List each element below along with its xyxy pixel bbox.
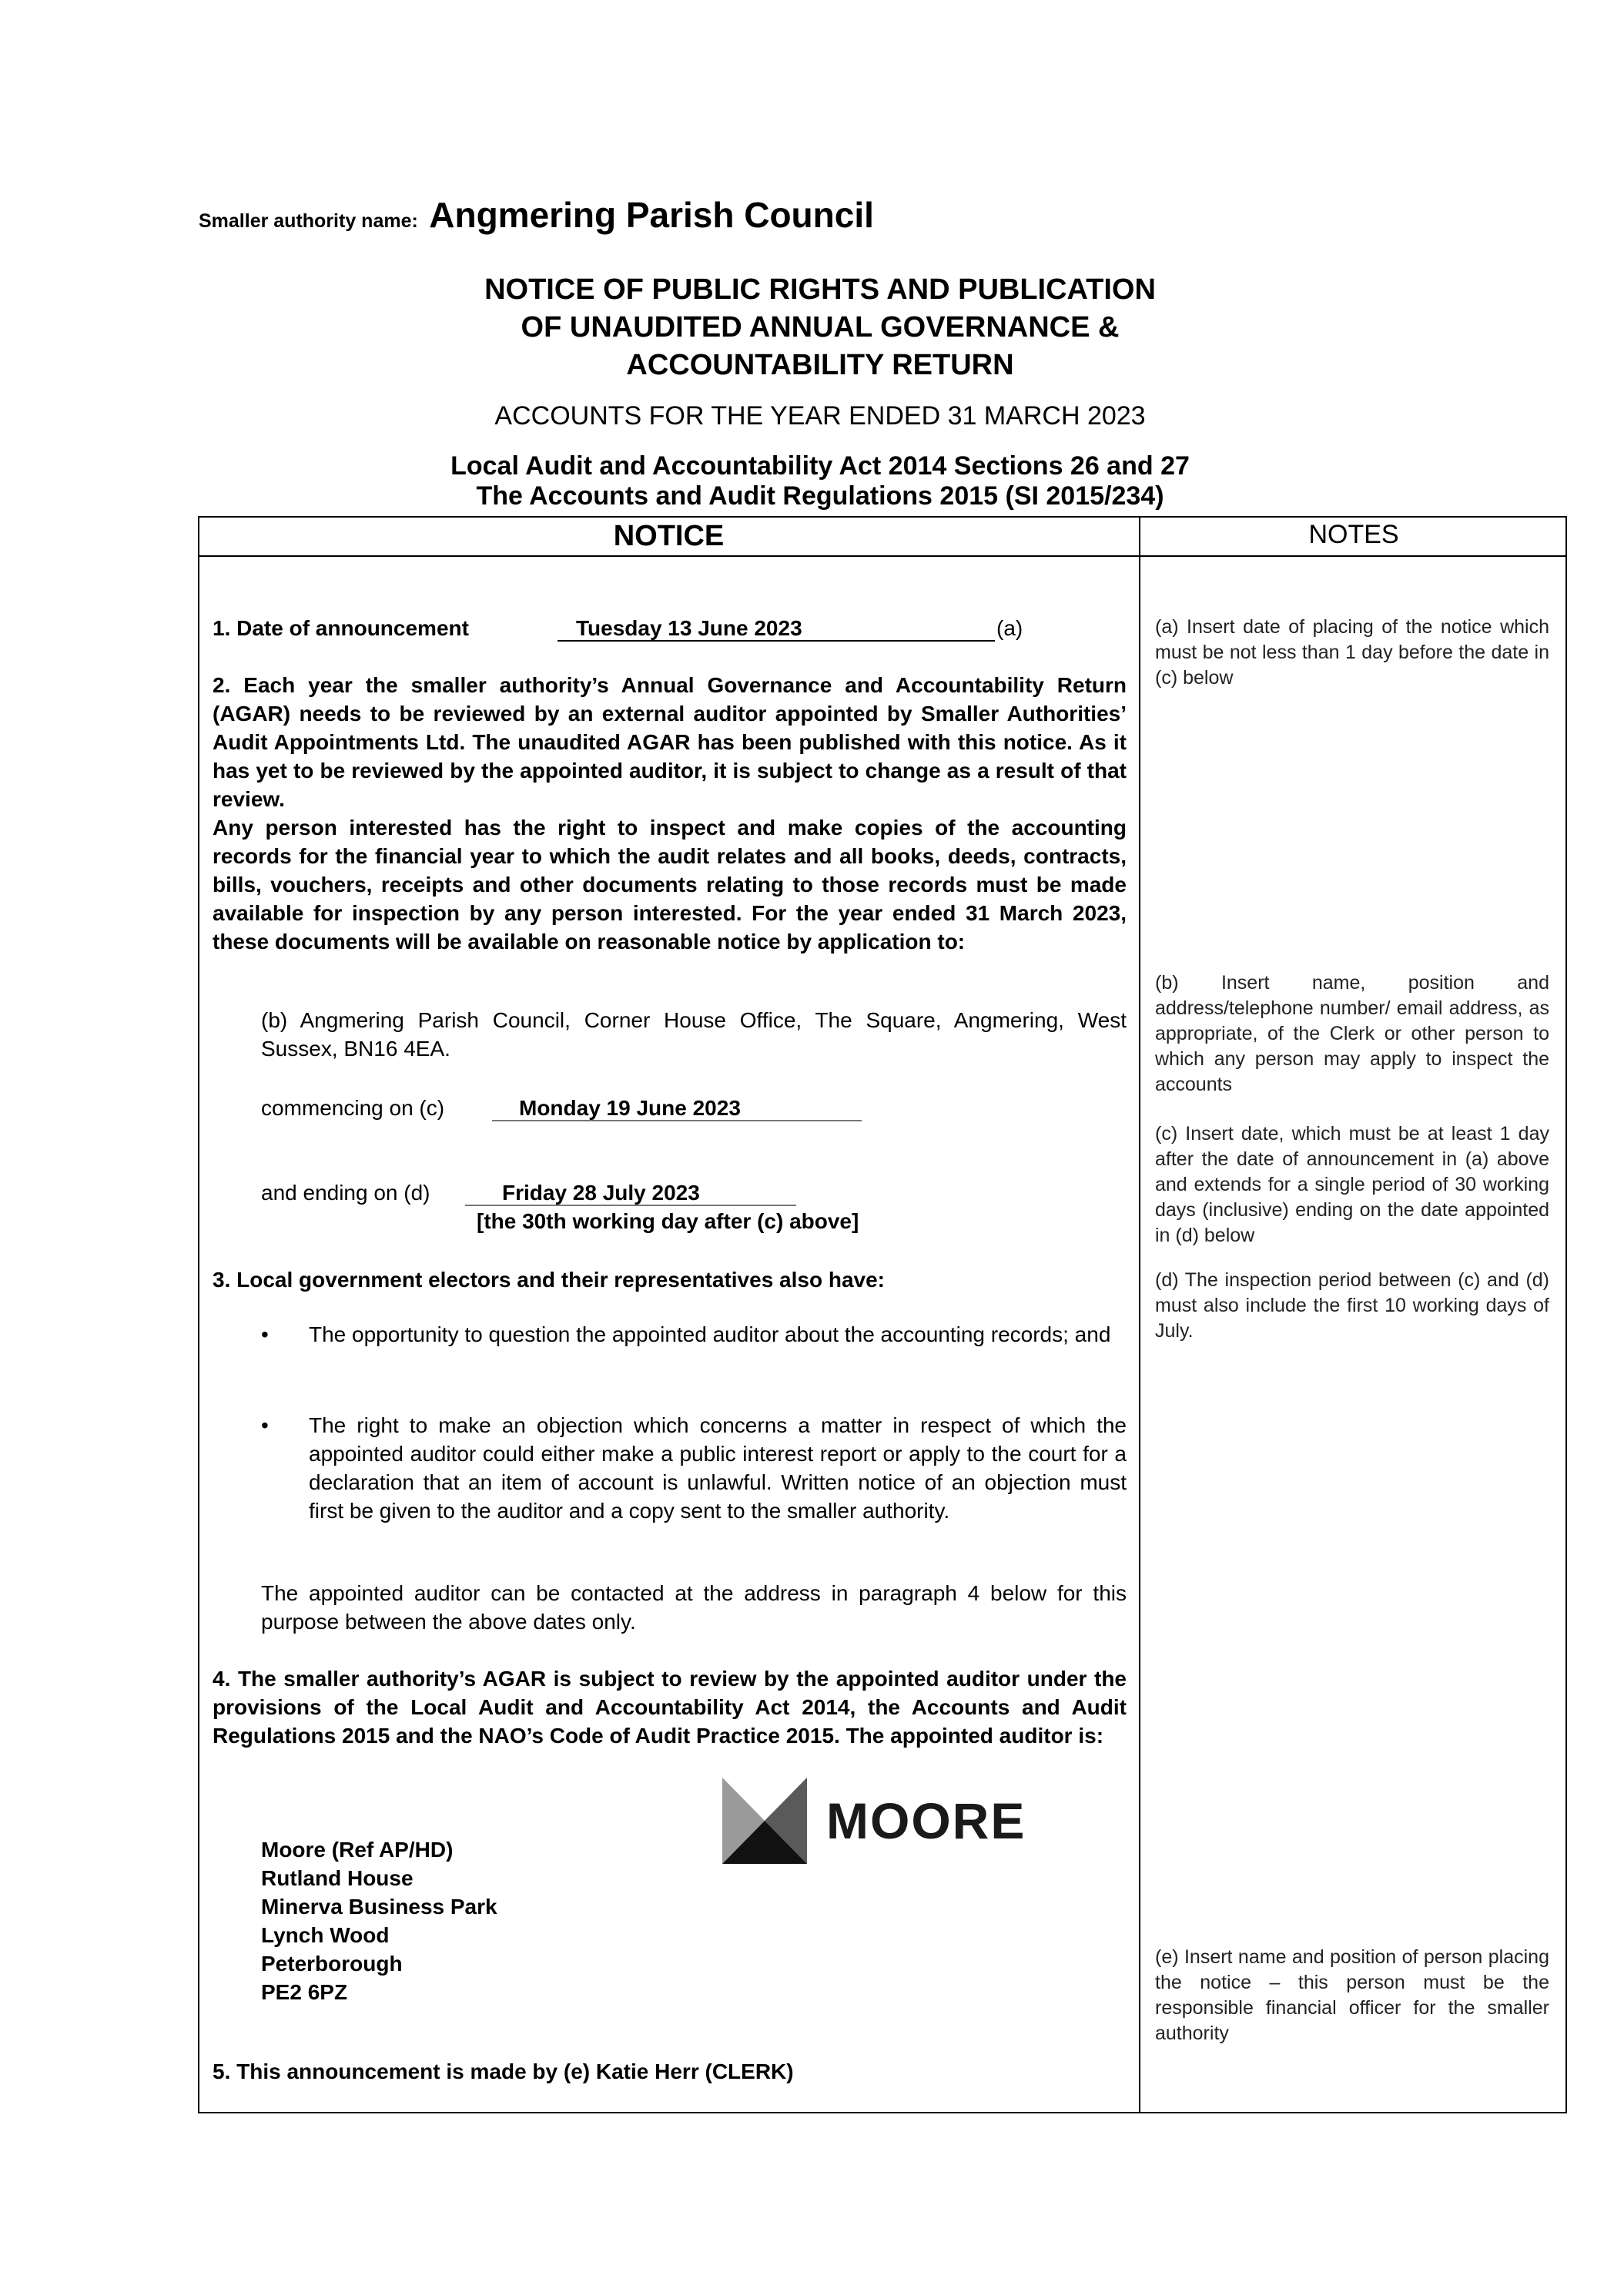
note-c: (c) Insert date, which must be at least 1 day after the date of announcement in (a) above and extends for a single period of 30 working days (inclusive) ending on the date appointed in (d) below xyxy=(1155,1123,1549,1246)
announcement-date-underline xyxy=(558,640,995,642)
authority-label: Smaller authority name: xyxy=(199,210,418,232)
address-line: PE2 6PZ xyxy=(261,1980,348,2004)
address-line: Minerva Business Park xyxy=(261,1895,497,1919)
address-line: Lynch Wood xyxy=(261,1923,390,1947)
column-divider xyxy=(1139,516,1140,2113)
announcement-date-value: Tuesday 13 June 2023 xyxy=(576,616,802,640)
notice-title xyxy=(385,271,1255,384)
paragraph-4: 4. The smaller authority’s AGAR is subject to review by the appointed auditor under the provisions of the Local Audit and Accountability Act 2014, the Accounts and Audit Regulations 2015 and the NAO’s Code of Audit Practice 2015. The appointed auditor is: xyxy=(213,1667,1127,1748)
auditor-address xyxy=(261,1835,723,2006)
address-line: Peterborough xyxy=(261,1952,403,1976)
notes-column-header: NOTES xyxy=(1308,520,1399,549)
legislation-act: Local Audit and Accountability Act 2014 Sections 26 and 27 xyxy=(450,451,1190,481)
title-line-1: NOTICE OF PUBLIC RIGHTS AND PUBLICATION xyxy=(484,273,1156,306)
header-divider xyxy=(198,555,1567,557)
commencing-label: commencing on (c) xyxy=(261,1096,445,1120)
bullet-icon: • xyxy=(261,1413,269,1437)
auditor-contact-text: The appointed auditor can be contacted at the address in paragraph 4 below for this purpose between the above dates only. xyxy=(261,1581,1127,1634)
address-line: Rutland House xyxy=(261,1866,414,1890)
paragraph-3: 3. Local government electors and their representatives also have: xyxy=(213,1268,885,1292)
inspection-contact: (b) Angmering Parish Council, Corner House Office, The Square, Angmering, West Sussex, BN16 4EA. xyxy=(261,1008,1127,1061)
announcement-date-row xyxy=(213,614,1137,642)
paragraph-2 xyxy=(213,671,1127,956)
moore-logo xyxy=(722,1778,1069,1864)
ending-label: and ending on (d) xyxy=(261,1181,430,1205)
paragraph-2-inspection-text: Any person interested has the right to inspect and make copies of the accounting records for the financial year to which the audit relates and all books, deeds, contracts, bills, vouchers, receipts and other documents relating to those records must be made available for inspection by any person interested. For the year ended 31 March 2023, these documents will be available on reasonable notice by application to: xyxy=(213,816,1127,953)
authority-line xyxy=(199,194,874,236)
note-a: (a) Insert date of placing of the notice which must be not less than 1 day before the date in (c) below xyxy=(1155,616,1549,689)
title-line-3: ACCOUNTABILITY RETURN xyxy=(626,349,1014,381)
authority-name: Angmering Parish Council xyxy=(429,195,874,235)
announcement-date-label: 1. Date of announcement xyxy=(213,616,469,640)
accounts-year-heading: ACCOUNTS FOR THE YEAR ENDED 31 MARCH 2023 xyxy=(494,401,1146,431)
title-line-2: OF UNAUDITED ANNUAL GOVERNANCE & xyxy=(521,311,1120,344)
note-e: (e) Insert name and position of person placing the notice – this person must be the responsible financial officer for the smaller authority xyxy=(1155,1946,1549,2044)
commencing-underline xyxy=(492,1120,862,1121)
moore-logo-text: MOORE xyxy=(826,1792,1026,1849)
rights-bullet-question xyxy=(261,1320,1127,1349)
bullet-text: The opportunity to question the appointed auditor about the accounting records; and xyxy=(309,1322,1111,1346)
note-b: (b) Insert name, position and address/telephone number/ email address, as appropriate, of the Clerk or other person to which any person may apply to inspect the accounts xyxy=(1155,972,1549,1095)
bullet-icon: • xyxy=(261,1322,269,1346)
moore-logo-icon xyxy=(722,1778,807,1864)
ending-date: Friday 28 July 2023 xyxy=(502,1181,700,1205)
ending-note: [the 30th working day after (c) above] xyxy=(477,1209,859,1233)
note-d: (d) The inspection period between (c) and (d) must also include the first 10 working days of July. xyxy=(1155,1269,1549,1342)
notice-column-header: NOTICE xyxy=(613,520,725,552)
bullet-text: The right to make an objection which concerns a matter in respect of which the appointed auditor could either make a public interest report or apply to the court for a declaration that an item of account is unlawful. Written notice of an objection must first be given to the auditor and a copy sent to the smaller authority. xyxy=(309,1413,1127,1523)
paragraph-2-text: 2. Each year the smaller authority’s Annual Governance and Accountability Return (AGAR) needs to be reviewed by an external auditor appointed by Smaller Authorities’ Audit Appointments Ltd. The unaudited AGAR has been published with this notice. As it has yet to be reviewed by the appointed auditor, it is subject to change as a result of that review. xyxy=(213,673,1127,811)
address-line: Moore (Ref AP/HD) xyxy=(261,1838,454,1862)
ending-underline xyxy=(465,1205,796,1206)
commencing-row xyxy=(261,1094,1127,1124)
rights-bullet-objection xyxy=(261,1411,1127,1525)
legislation-regulations: The Accounts and Audit Regulations 2015 (SI 2015/234) xyxy=(476,481,1164,511)
legislation-heading xyxy=(385,451,1255,511)
ending-row xyxy=(261,1178,1127,1240)
announcement-note-marker: (a) xyxy=(996,616,1023,640)
commencing-date: Monday 19 June 2023 xyxy=(519,1096,741,1120)
paragraph-5: 5. This announcement is made by (e) Katie Herr (CLERK) xyxy=(213,2059,794,2083)
